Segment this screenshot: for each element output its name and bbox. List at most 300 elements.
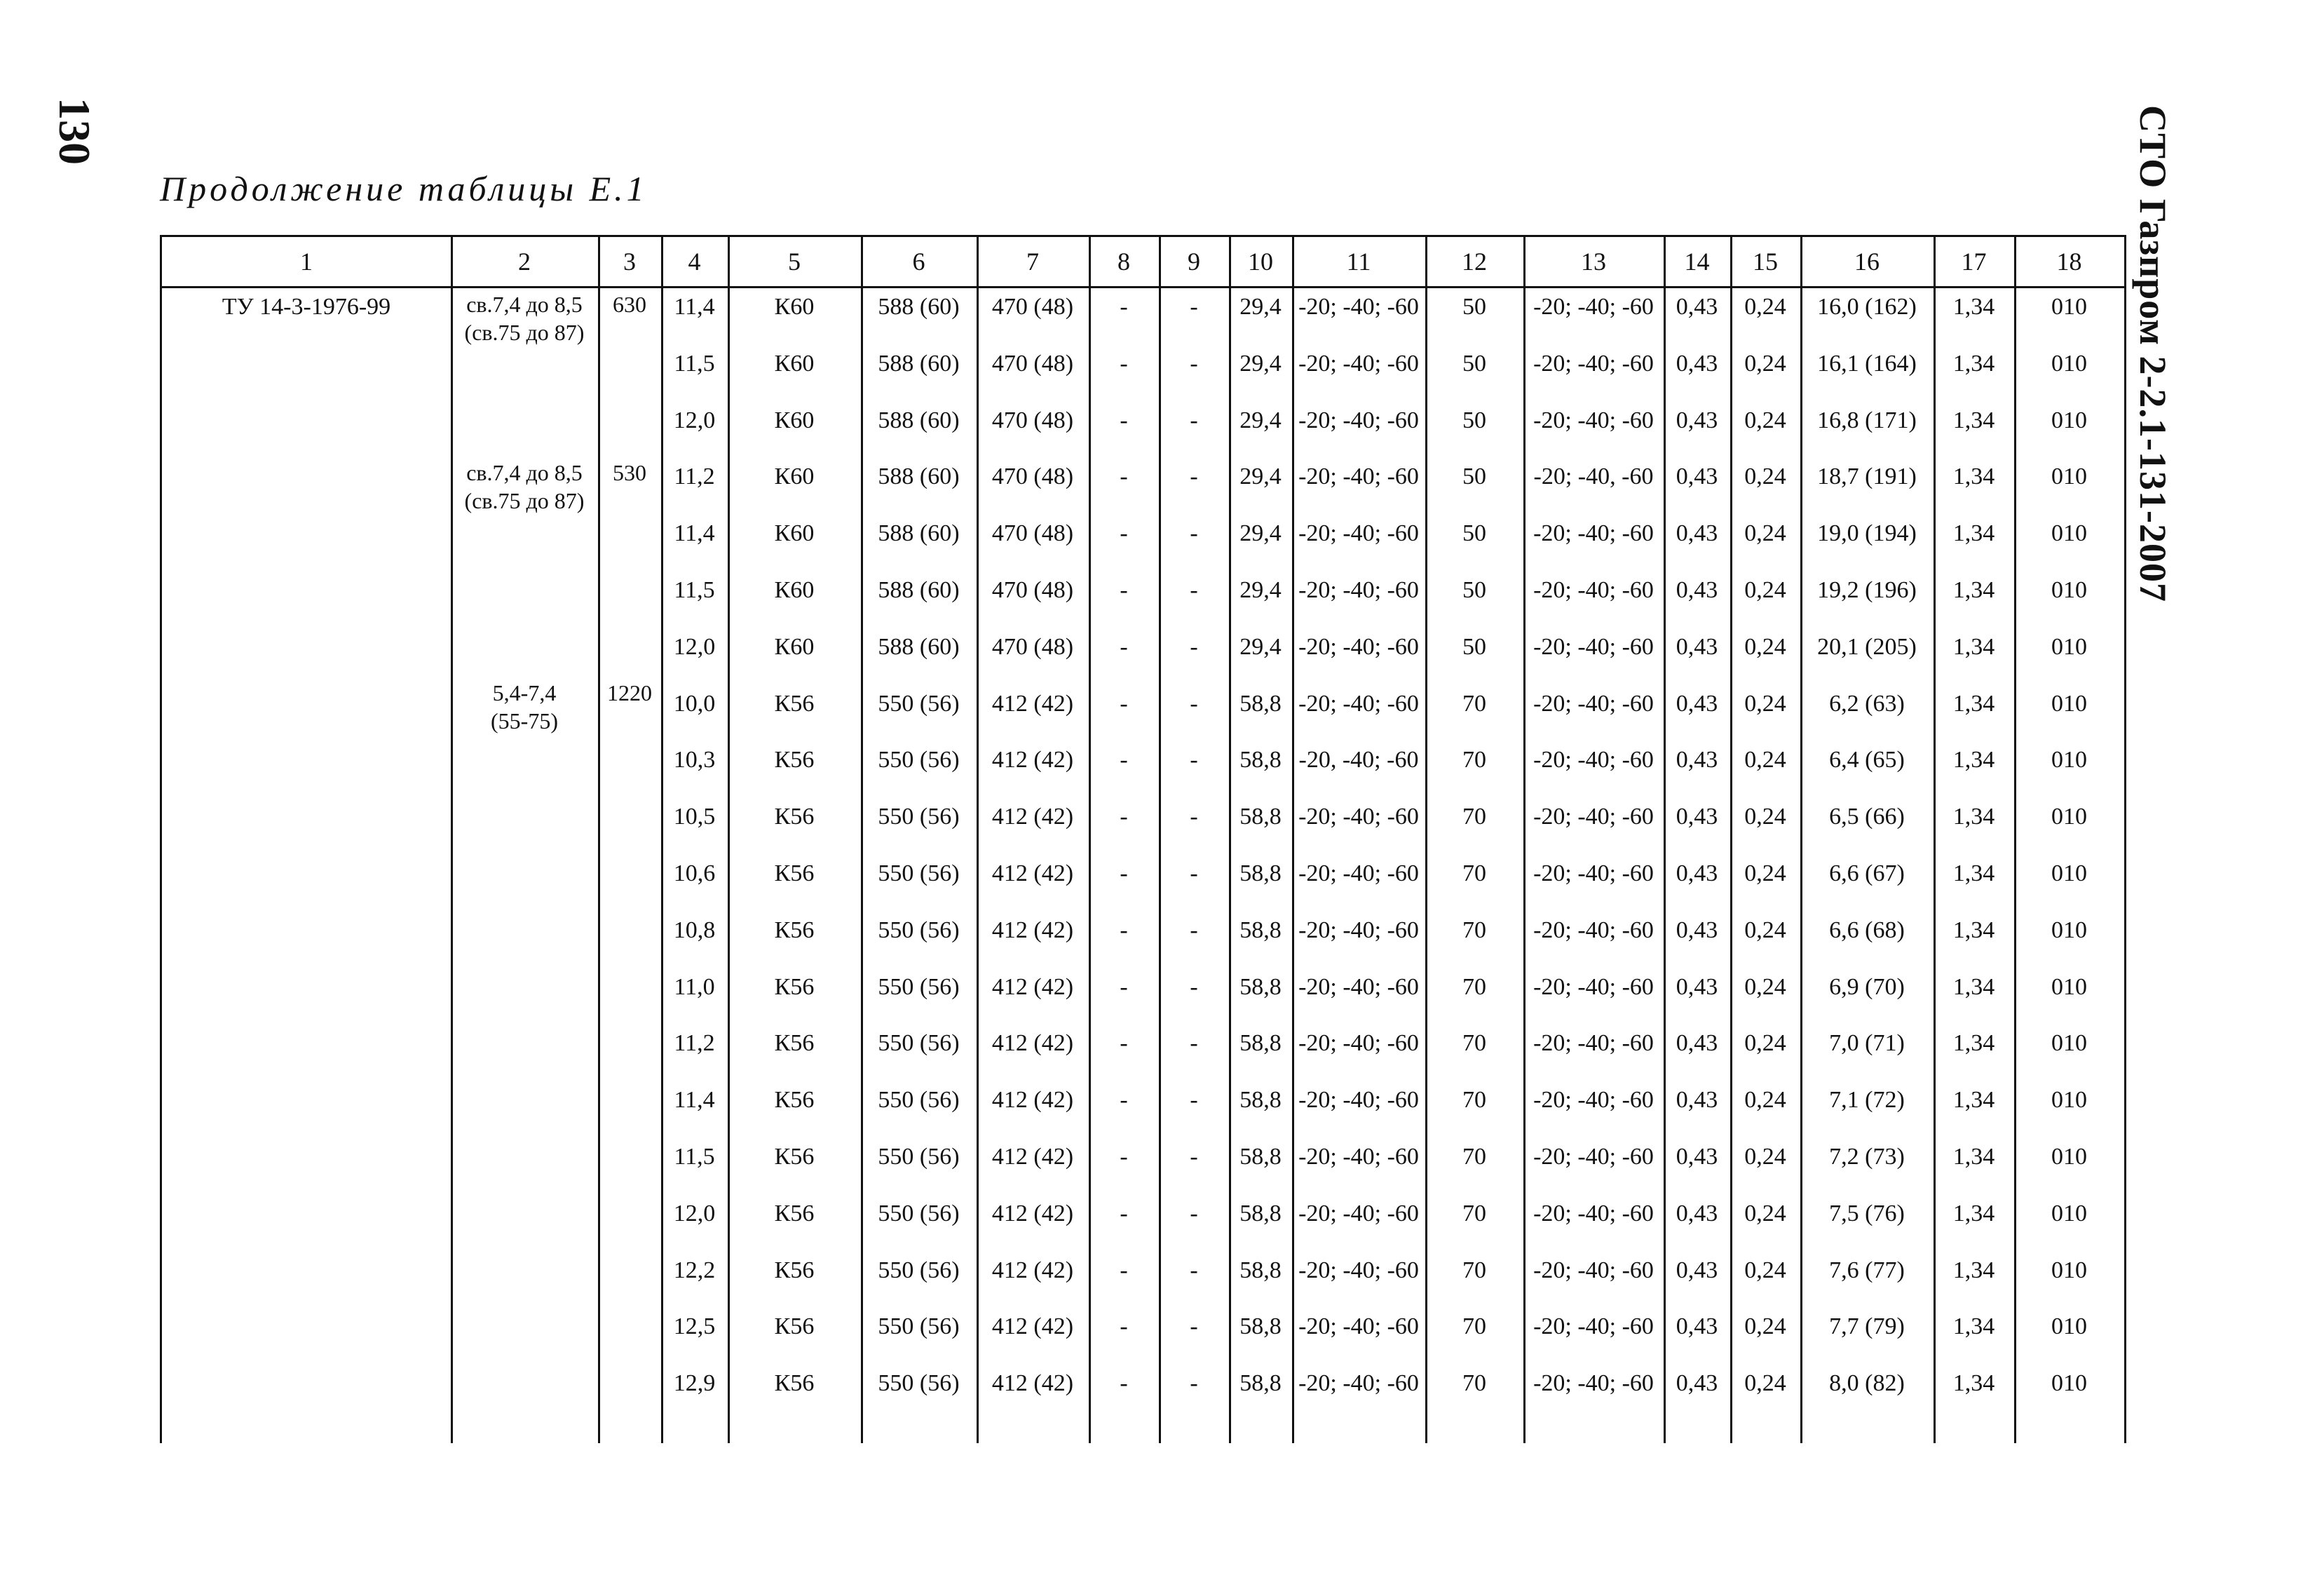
table-cell: 0,24 <box>1744 1030 1786 1057</box>
document-code: СТО Газпром 2-2.1-131-2007 <box>2132 105 2174 602</box>
column-header: 5 <box>788 248 801 276</box>
table-cell: 12,9 <box>673 1370 716 1397</box>
table-cell: К60 <box>774 350 815 377</box>
table-cell: 010 <box>2051 1370 2087 1397</box>
table-cell: 550 (56) <box>878 1200 960 1226</box>
group-3-diameter: 1220 <box>607 680 652 705</box>
table-cell: -20; -40; -60 <box>1298 1200 1419 1226</box>
standard-cell: ТУ 14-3-1976-99 <box>222 294 391 320</box>
table-cell: 12,2 <box>673 1257 716 1283</box>
table-cell: К56 <box>774 973 815 1000</box>
table-cell: 0,24 <box>1744 1200 1786 1226</box>
table-cell: 7,1 (72) <box>1829 1087 1905 1114</box>
table-cell: 010 <box>2051 1200 2087 1226</box>
table-cell: 29,4 <box>1239 520 1282 547</box>
table-cell: 0,43 <box>1676 804 1718 830</box>
table-cell: 58,8 <box>1239 917 1282 943</box>
table-cell: -20; -40; -60 <box>1298 1257 1419 1283</box>
table-cell: -20; -40; -60 <box>1298 973 1419 1000</box>
table-cell: 0,43 <box>1676 1200 1718 1226</box>
table-cell: 19,2 (196) <box>1817 577 1917 603</box>
table-row <box>162 1309 2126 1345</box>
table-cell: 010 <box>2051 294 2087 320</box>
table-cell: 6,6 (67) <box>1829 860 1905 886</box>
group-2-size: св.7,4 до 8,5 <box>466 460 583 485</box>
table-cell: 70 <box>1462 973 1486 1000</box>
table-cell: 7,5 (76) <box>1829 1200 1905 1226</box>
table-cell: 11,4 <box>674 1087 715 1114</box>
table-cell: 12,0 <box>673 1200 716 1226</box>
column-header: 4 <box>688 248 701 276</box>
table-cell: 010 <box>2051 747 2087 773</box>
table-cell: - <box>1120 520 1128 547</box>
column-header: 3 <box>623 248 636 276</box>
page-number: 130 <box>50 97 100 165</box>
table-cell: 0,43 <box>1676 407 1718 433</box>
table-cell: 0,24 <box>1744 1087 1786 1114</box>
table-cell: - <box>1190 973 1198 1000</box>
table-cell: -20; -40; -60 <box>1533 1087 1654 1114</box>
table-cell: - <box>1120 690 1128 717</box>
table-cell: -20; -40; -60 <box>1298 464 1419 490</box>
table-cell: 10,8 <box>673 917 716 943</box>
table-cell: 588 (60) <box>878 407 960 433</box>
table-cell: 70 <box>1462 860 1486 886</box>
table-cell: 1,34 <box>1952 1200 1995 1226</box>
table-cell: 50 <box>1462 520 1486 547</box>
table-cell: 0,43 <box>1676 577 1718 603</box>
table-cell: 20,1 (205) <box>1817 633 1917 660</box>
table-row <box>162 289 2126 325</box>
table-cell: 412 (42) <box>991 1257 1074 1283</box>
table-cell: 010 <box>2051 1257 2087 1283</box>
table-cell: 550 (56) <box>878 690 960 717</box>
table-cell: 0,43 <box>1676 917 1718 943</box>
column-header: 18 <box>2056 248 2082 276</box>
table-row <box>162 742 2126 778</box>
table-cell: 010 <box>2051 860 2087 886</box>
table-row <box>162 856 2126 892</box>
column-header: 7 <box>1026 248 1039 276</box>
table-row <box>162 1082 2126 1118</box>
table-cell: -20; -40; -60 <box>1533 1257 1654 1283</box>
table-cell: 70 <box>1462 1200 1486 1226</box>
table-cell: 0,24 <box>1744 973 1786 1000</box>
table-cell: - <box>1120 407 1128 433</box>
table-cell: 1,34 <box>1952 1370 1995 1397</box>
table-cell: 412 (42) <box>991 917 1074 943</box>
table-cell: 588 (60) <box>878 633 960 660</box>
table-cell: 550 (56) <box>878 1257 960 1283</box>
table-cell: 1,34 <box>1952 973 1995 1000</box>
table-cell: К56 <box>774 1313 815 1340</box>
table-cell: 470 (48) <box>991 520 1074 547</box>
column-header: 11 <box>1346 248 1371 276</box>
table-cell: 58,8 <box>1239 1030 1282 1057</box>
table-cell: -20; -40; -60 <box>1298 577 1419 603</box>
table-cell: -20; -40; -60 <box>1533 917 1654 943</box>
table-cell: 12,0 <box>673 633 716 660</box>
table-cell: К60 <box>774 407 815 433</box>
column-header: 13 <box>1581 248 1606 276</box>
table-cell: 7,2 (73) <box>1829 1144 1905 1170</box>
table-cell: 1,34 <box>1952 1144 1995 1170</box>
table-cell: 12,0 <box>673 407 716 433</box>
table-cell: 50 <box>1462 294 1486 320</box>
table-cell: 11,2 <box>674 1030 715 1057</box>
table-cell: -20; -40; -60 <box>1298 350 1419 377</box>
table-cell: 50 <box>1462 407 1486 433</box>
table-cell: 10,0 <box>673 690 716 717</box>
table-cell: 0,24 <box>1744 1313 1786 1340</box>
table-cell: - <box>1120 1370 1128 1397</box>
table-cell: 1,34 <box>1952 577 1995 603</box>
table-cell: - <box>1190 1087 1198 1114</box>
table-cell: 1,34 <box>1952 1087 1995 1114</box>
column-header: 9 <box>1188 248 1200 276</box>
table-cell: К60 <box>774 577 815 603</box>
table-cell: 11,4 <box>674 520 715 547</box>
table-cell: 0,43 <box>1676 1087 1718 1114</box>
table-cell: 1,34 <box>1952 520 1995 547</box>
table-cell: 50 <box>1462 633 1486 660</box>
table-cell: -20; -40; -60 <box>1533 973 1654 1000</box>
table-cell: 12,5 <box>673 1313 716 1340</box>
table-cell: 412 (42) <box>991 1370 1074 1397</box>
table-cell: 470 (48) <box>991 633 1074 660</box>
table-row <box>162 969 2126 1006</box>
table-cell: 1,34 <box>1952 407 1995 433</box>
table-cell: 1,34 <box>1952 917 1995 943</box>
table-cell: 0,43 <box>1676 690 1718 717</box>
table-cell: 6,2 (63) <box>1829 690 1905 717</box>
table-cell: - <box>1190 520 1198 547</box>
table-cell: 550 (56) <box>878 1370 960 1397</box>
table-cell: - <box>1120 633 1128 660</box>
table-cell: - <box>1120 1257 1128 1283</box>
table-cell: 10,5 <box>673 804 716 830</box>
table-cell: 29,4 <box>1239 577 1282 603</box>
group-3-size: 5,4-7,4 <box>492 680 557 705</box>
table-row <box>162 459 2126 495</box>
table-cell: 29,4 <box>1239 407 1282 433</box>
table-cell: 1,34 <box>1952 747 1995 773</box>
table-cell: 70 <box>1462 1087 1486 1114</box>
table-cell: 1,34 <box>1952 350 1995 377</box>
table-cell: 010 <box>2051 1087 2087 1114</box>
table-cell: 58,8 <box>1239 1370 1282 1397</box>
table-cell: 11,2 <box>674 464 715 490</box>
table-cell: 18,7 (191) <box>1817 464 1917 490</box>
table-cell: 58,8 <box>1239 973 1282 1000</box>
table-cell: 70 <box>1462 1370 1486 1397</box>
table-cell: 29,4 <box>1239 294 1282 320</box>
table-cell: - <box>1190 633 1198 660</box>
table-cell: 58,8 <box>1239 690 1282 717</box>
table-row <box>162 515 2126 552</box>
table-cell: -20; -40; -60 <box>1298 917 1419 943</box>
table-cell: 412 (42) <box>991 973 1074 1000</box>
table-cell: 010 <box>2051 350 2087 377</box>
table-cell: -20; -40; -60 <box>1298 690 1419 717</box>
table-row <box>162 1365 2126 1402</box>
table-cell: К60 <box>774 633 815 660</box>
table-cell: - <box>1120 577 1128 603</box>
table-cell: - <box>1190 577 1198 603</box>
table-row <box>162 629 2126 665</box>
table-cell: 58,8 <box>1239 747 1282 773</box>
table-cell: -20; -40; -60 <box>1533 520 1654 547</box>
table-cell: - <box>1120 294 1128 320</box>
table-cell: -20; -40; -60 <box>1533 294 1654 320</box>
table-cell: 11,4 <box>674 294 715 320</box>
table-cell: -20; -40; -60 <box>1533 1144 1654 1170</box>
table-cell: - <box>1120 860 1128 886</box>
table-cell: -20; -40; -60 <box>1533 860 1654 886</box>
table-cell: 7,6 (77) <box>1829 1257 1905 1283</box>
table-cell: 50 <box>1462 464 1486 490</box>
table-cell: - <box>1120 464 1128 490</box>
table-cell: 588 (60) <box>878 520 960 547</box>
table-cell: -20; -40; -60 <box>1298 520 1419 547</box>
table-cell: 0,43 <box>1676 1144 1718 1170</box>
table-cell: 0,24 <box>1744 294 1786 320</box>
table-cell: 0,24 <box>1744 633 1786 660</box>
table-cell: - <box>1190 1200 1198 1226</box>
table-cell: 0,24 <box>1744 464 1786 490</box>
table-cell: - <box>1190 1030 1198 1057</box>
table-cell: 0,24 <box>1744 917 1786 943</box>
table-cell: К56 <box>774 1030 815 1057</box>
table-cell: 11,5 <box>674 1144 715 1170</box>
table-cell: 412 (42) <box>991 804 1074 830</box>
table-cell: 0,24 <box>1744 520 1786 547</box>
table-cell: - <box>1190 464 1198 490</box>
table-cell: -20; -40; -60 <box>1298 804 1419 830</box>
table-cell: -20; -40; -60 <box>1533 577 1654 603</box>
table-cell: 550 (56) <box>878 1030 960 1057</box>
table-cell: 0,43 <box>1676 294 1718 320</box>
table-cell: 470 (48) <box>991 294 1074 320</box>
table-cell: 70 <box>1462 804 1486 830</box>
group-3-size-alt: (55-75) <box>491 708 558 733</box>
table-cell: 412 (42) <box>991 1144 1074 1170</box>
group-1-size: св.7,4 до 8,5 <box>466 292 583 317</box>
table-cell: 70 <box>1462 1313 1486 1340</box>
table-cell: 412 (42) <box>991 1087 1074 1114</box>
table-cell: 58,8 <box>1239 860 1282 886</box>
table-cell: 010 <box>2051 1144 2087 1170</box>
table-cell: 1,34 <box>1952 294 1995 320</box>
table-row <box>162 912 2126 949</box>
table-cell: 550 (56) <box>878 1144 960 1170</box>
table-cell: 1,34 <box>1952 1257 1995 1283</box>
table-cell: -20; -40; -60 <box>1298 1087 1419 1114</box>
table-cell: 550 (56) <box>878 860 960 886</box>
table-cell: 412 (42) <box>991 1200 1074 1226</box>
table-cell: -20; -40; -60 <box>1298 633 1419 660</box>
table-cell: -20; -40; -60 <box>1298 1370 1419 1397</box>
table-cell: 0,43 <box>1676 1313 1718 1340</box>
table-cell: 8,0 (82) <box>1829 1370 1905 1397</box>
table-cell: - <box>1190 1144 1198 1170</box>
table-cell: - <box>1190 350 1198 377</box>
table-cell: 10,6 <box>673 860 716 886</box>
table-cell: 010 <box>2051 633 2087 660</box>
table-cell: 16,0 (162) <box>1817 294 1917 320</box>
group-1-diameter: 630 <box>613 292 646 317</box>
table-cell: - <box>1190 690 1198 717</box>
table-cell: 1,34 <box>1952 633 1995 660</box>
table-cell: - <box>1120 1200 1128 1226</box>
table-cell: 16,8 (171) <box>1817 407 1917 433</box>
table-cell: 0,43 <box>1676 1030 1718 1057</box>
table-cell: К56 <box>774 860 815 886</box>
table-cell: 0,24 <box>1744 860 1786 886</box>
table-cell: 70 <box>1462 1257 1486 1283</box>
table-cell: 550 (56) <box>878 1087 960 1114</box>
table-cell: 0,43 <box>1676 860 1718 886</box>
table-cell: 0,43 <box>1676 1257 1718 1283</box>
table-cell: 0,43 <box>1676 350 1718 377</box>
column-header: 8 <box>1117 248 1130 276</box>
table-cell: 550 (56) <box>878 1313 960 1340</box>
table-cell: 7,7 (79) <box>1829 1313 1905 1340</box>
table-cell: 70 <box>1462 747 1486 773</box>
table-cell: -20; -40; -60 <box>1533 690 1654 717</box>
table-cell: 010 <box>2051 917 2087 943</box>
table-cell: 0,43 <box>1676 633 1718 660</box>
table-row <box>162 1025 2126 1062</box>
column-header: 1 <box>300 248 313 276</box>
table-cell: 412 (42) <box>991 1313 1074 1340</box>
table-cell: К56 <box>774 1257 815 1283</box>
table-cell: 16,1 (164) <box>1817 350 1917 377</box>
table-cell: -20; -40; -60 <box>1533 407 1654 433</box>
table-cell: 70 <box>1462 1144 1486 1170</box>
table-cell: 50 <box>1462 577 1486 603</box>
table-cell: 1,34 <box>1952 690 1995 717</box>
table-cell: -20; -40; -60 <box>1533 804 1654 830</box>
table-cell: - <box>1120 1030 1128 1057</box>
table-cell: К56 <box>774 917 815 943</box>
table-row <box>162 1252 2126 1289</box>
table-cell: 550 (56) <box>878 747 960 773</box>
table-cell: -20; -40; -60 <box>1298 1313 1419 1340</box>
table-cell: - <box>1190 860 1198 886</box>
table-cell: 58,8 <box>1239 804 1282 830</box>
table-cell: 50 <box>1462 350 1486 377</box>
table-cell: 010 <box>2051 577 2087 603</box>
table-cell: - <box>1190 1313 1198 1340</box>
table-cell: - <box>1190 917 1198 943</box>
table-cell: К60 <box>774 294 815 320</box>
table-cell: - <box>1190 1257 1198 1283</box>
table-cell: 588 (60) <box>878 294 960 320</box>
table-cell: 550 (56) <box>878 917 960 943</box>
group-2-diameter: 530 <box>613 460 646 485</box>
table-cell: 010 <box>2051 973 2087 1000</box>
column-header: 15 <box>1753 248 1778 276</box>
table-cell: -20; -40; -60 <box>1533 633 1654 660</box>
table-cell: 29,4 <box>1239 464 1282 490</box>
table-cell: - <box>1190 747 1198 773</box>
table-cell: 7,0 (71) <box>1829 1030 1905 1057</box>
table-cell: -20; -40; -60 <box>1533 1200 1654 1226</box>
table-cell: 0,24 <box>1744 690 1786 717</box>
table-cell: 010 <box>2051 690 2087 717</box>
column-header: 10 <box>1248 248 1273 276</box>
table-cell: 412 (42) <box>991 860 1074 886</box>
table-cell: - <box>1120 350 1128 377</box>
table-cell: 412 (42) <box>991 1030 1074 1057</box>
table-cell: -20; -40; -60 <box>1298 294 1419 320</box>
table-row <box>162 1196 2126 1232</box>
group-2-size-alt: (св.75 до 87) <box>464 488 585 513</box>
table-cell: 29,4 <box>1239 350 1282 377</box>
table-cell: 588 (60) <box>878 577 960 603</box>
table-cell: 6,9 (70) <box>1829 973 1905 1000</box>
table-cell: 19,0 (194) <box>1817 520 1917 547</box>
table-cell: -20; -40; -60 <box>1533 1370 1654 1397</box>
table-cell: 470 (48) <box>991 577 1074 603</box>
data-table <box>160 235 2126 1443</box>
table-cell: 470 (48) <box>991 407 1074 433</box>
table-cell: 1,34 <box>1952 804 1995 830</box>
table-cell: 6,5 (66) <box>1829 804 1905 830</box>
table-cell: - <box>1120 1087 1128 1114</box>
table-cell: 550 (56) <box>878 973 960 1000</box>
table-cell: -20; -40; -60 <box>1298 1144 1419 1170</box>
table-cell: 11,5 <box>674 577 715 603</box>
table-cell: -20; -40, -60 <box>1533 464 1654 490</box>
table-cell: - <box>1120 973 1128 1000</box>
table-cell: 0,43 <box>1676 464 1718 490</box>
column-header: 12 <box>1462 248 1487 276</box>
table-cell: 588 (60) <box>878 464 960 490</box>
table-cell: 11,5 <box>674 350 715 377</box>
table-cell: -20; -40; -60 <box>1298 407 1419 433</box>
header-rule <box>162 286 2126 288</box>
table-cell: 1,34 <box>1952 1030 1995 1057</box>
table-cell: К56 <box>774 1370 815 1397</box>
table-cell: 0,43 <box>1676 520 1718 547</box>
table-cell: 70 <box>1462 690 1486 717</box>
table-cell: К56 <box>774 747 815 773</box>
table-cell: 010 <box>2051 1313 2087 1340</box>
table-cell: 70 <box>1462 1030 1486 1057</box>
table-cell: 550 (56) <box>878 804 960 830</box>
table-cell: - <box>1190 294 1198 320</box>
table-cell: -20, -40; -60 <box>1298 747 1419 773</box>
table-cell: 470 (48) <box>991 464 1074 490</box>
table-cell: - <box>1190 407 1198 433</box>
table-cell: К56 <box>774 1200 815 1226</box>
table-row <box>162 686 2126 722</box>
table-cell: 70 <box>1462 917 1486 943</box>
table-cell: -20; -40; -60 <box>1533 747 1654 773</box>
table-cell: К56 <box>774 1087 815 1114</box>
table-cell: -20; -40; -60 <box>1533 1313 1654 1340</box>
table-cell: 29,4 <box>1239 633 1282 660</box>
table-cell: 0,43 <box>1676 747 1718 773</box>
table-cell: 6,4 (65) <box>1829 747 1905 773</box>
table-cell: 0,24 <box>1744 1257 1786 1283</box>
table-cell: - <box>1190 1370 1198 1397</box>
table-cell: 1,34 <box>1952 1313 1995 1340</box>
table-cell: 470 (48) <box>991 350 1074 377</box>
header-row <box>162 237 2126 286</box>
